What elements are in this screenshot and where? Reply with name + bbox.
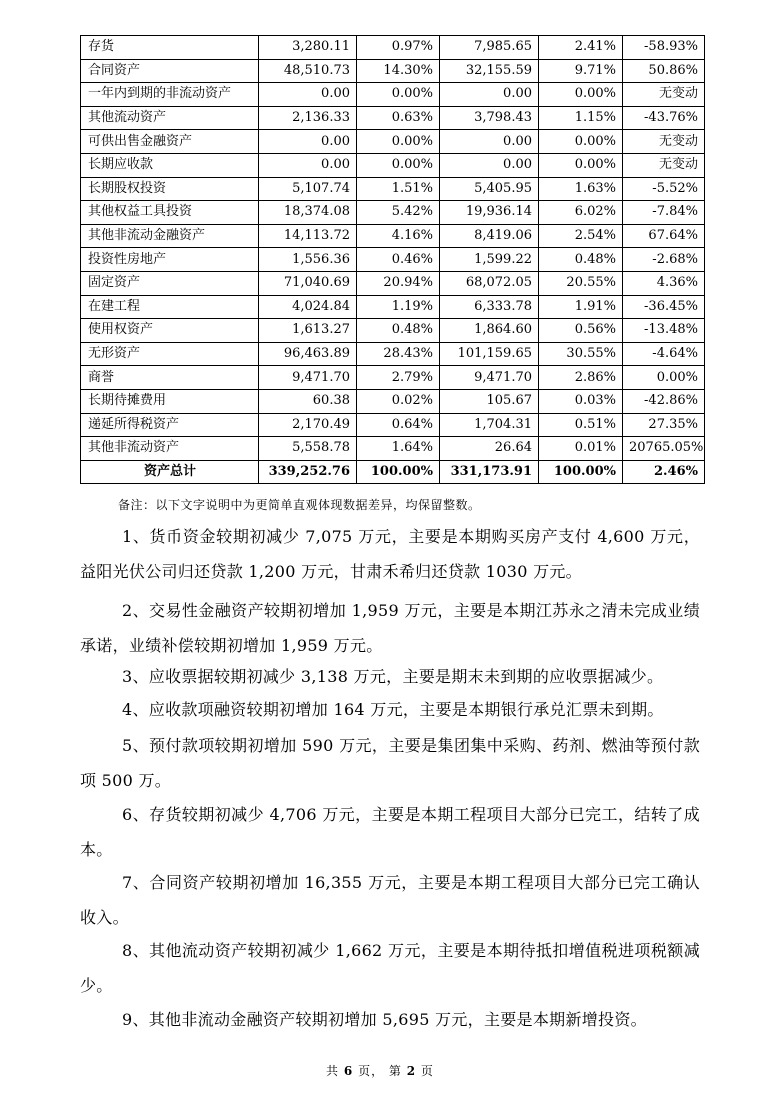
footer-total-pages: 6 xyxy=(343,1064,354,1078)
table-row xyxy=(81,83,705,107)
current-amount-cell: 14,113.72 xyxy=(259,224,357,248)
row-label-cell: 长期应收款 xyxy=(81,153,259,177)
current-amount-cell: 0.00 xyxy=(259,153,357,177)
table-row xyxy=(81,248,705,272)
prior-amount-cell: 9,471.70 xyxy=(440,366,539,390)
change-rate-cell: -58.93% xyxy=(623,36,705,60)
prior-amount-cell: 7,985.65 xyxy=(440,36,539,60)
row-label-cell: 一年内到期的非流动资产 xyxy=(81,83,259,107)
change-rate-cell: 27.35% xyxy=(623,413,705,437)
prior-ratio-cell: 20.55% xyxy=(539,271,623,295)
row-label-cell: 长期股权投资 xyxy=(81,177,259,201)
row-label-cell: 其他流动资产 xyxy=(81,106,259,130)
prior-amount-cell: 105.67 xyxy=(440,389,539,413)
row-label-cell: 其他非流动资产 xyxy=(81,437,259,461)
row-label-cell: 资产总计 xyxy=(81,460,259,484)
prior-ratio-cell: 1.63% xyxy=(539,177,623,201)
table-row xyxy=(81,295,705,319)
prior-amount-cell: 5,405.95 xyxy=(440,177,539,201)
table-row xyxy=(81,59,705,83)
row-label-cell: 其他非流动金融资产 xyxy=(81,224,259,248)
paragraph-3: 3、应收票据较期初减少 3,138 万元，主要是期末未到期的应收票据减少。 xyxy=(122,667,664,686)
prior-ratio-cell: 2.86% xyxy=(539,366,623,390)
total-row xyxy=(81,460,705,484)
row-label-cell: 使用权资产 xyxy=(81,319,259,343)
current-amount-cell: 0.00 xyxy=(259,130,357,154)
prior-ratio-cell: 0.00% xyxy=(539,153,623,177)
current-ratio-cell: 2.79% xyxy=(357,366,440,390)
row-label-cell: 投资性房地产 xyxy=(81,248,259,272)
current-ratio-cell: 0.02% xyxy=(357,389,440,413)
prior-amount-cell: 32,155.59 xyxy=(440,59,539,83)
prior-amount-cell: 0.00 xyxy=(440,130,539,154)
current-amount-cell: 3,280.11 xyxy=(259,36,357,60)
current-ratio-cell: 0.00% xyxy=(357,130,440,154)
prior-ratio-cell: 0.00% xyxy=(539,83,623,107)
current-ratio-cell: 0.63% xyxy=(357,106,440,130)
paragraph-5: 5、预付款项较期初增加 590 万元，主要是集团集中采购、药剂、燃油等预付款项 500 万。 xyxy=(80,736,700,790)
paragraph-8: 8、其他流动资产较期初减少 1,662 万元，主要是本期待抵扣增值税进项税额减少。 xyxy=(80,941,700,995)
table-row xyxy=(81,319,705,343)
current-amount-cell: 2,136.33 xyxy=(259,106,357,130)
paragraph-6: 6、存货较期初减少 4,706 万元，主要是本期工程项目大部分已完工，结转了成本。 xyxy=(80,805,700,859)
current-ratio-cell: 4.16% xyxy=(357,224,440,248)
prior-amount-cell: 1,704.31 xyxy=(440,413,539,437)
current-ratio-cell: 100.00% xyxy=(357,460,440,484)
current-ratio-cell: 0.00% xyxy=(357,153,440,177)
current-amount-cell: 1,556.36 xyxy=(259,248,357,272)
table-row xyxy=(81,201,705,225)
table-row xyxy=(81,153,705,177)
current-ratio-cell: 28.43% xyxy=(357,342,440,366)
table-row xyxy=(81,437,705,461)
prior-ratio-cell: 2.54% xyxy=(539,224,623,248)
prior-ratio-cell: 100.00% xyxy=(539,460,623,484)
current-amount-cell: 71,040.69 xyxy=(259,271,357,295)
table-row xyxy=(81,130,705,154)
current-amount-cell: 4,024.84 xyxy=(259,295,357,319)
current-amount-cell: 5,107.74 xyxy=(259,177,357,201)
current-amount-cell: 2,170.49 xyxy=(259,413,357,437)
current-amount-cell: 9,471.70 xyxy=(259,366,357,390)
current-ratio-cell: 0.97% xyxy=(357,36,440,60)
prior-ratio-cell: 30.55% xyxy=(539,342,623,366)
prior-ratio-cell: 0.03% xyxy=(539,389,623,413)
prior-ratio-cell: 2.41% xyxy=(539,36,623,60)
change-rate-cell: -4.64% xyxy=(623,342,705,366)
prior-amount-cell: 3,798.43 xyxy=(440,106,539,130)
row-label-cell: 固定资产 xyxy=(81,271,259,295)
row-label-cell: 长期待摊费用 xyxy=(81,389,259,413)
table-note: 备注：以下文字说明中为更简单直观体现数据差异，均保留整数。 xyxy=(118,498,481,512)
footer-middle: 页， 第 xyxy=(358,1064,402,1078)
footer-suffix: 页 xyxy=(420,1064,434,1078)
prior-ratio-cell: 0.48% xyxy=(539,248,623,272)
current-ratio-cell: 1.51% xyxy=(357,177,440,201)
paragraph-9: 9、其他非流动金融资产较期初增加 5,695 万元，主要是本期新增投资。 xyxy=(122,1010,647,1029)
change-rate-cell: 2.46% xyxy=(623,460,705,484)
row-label-cell: 其他权益工具投资 xyxy=(81,201,259,225)
row-label-cell: 存货 xyxy=(81,36,259,60)
current-amount-cell: 18,374.08 xyxy=(259,201,357,225)
prior-amount-cell: 0.00 xyxy=(440,153,539,177)
row-label-cell: 合同资产 xyxy=(81,59,259,83)
page-footer xyxy=(0,1062,760,1079)
change-rate-cell: 0.00% xyxy=(623,366,705,390)
prior-amount-cell: 19,936.14 xyxy=(440,201,539,225)
table-row xyxy=(81,106,705,130)
change-rate-cell: -7.84% xyxy=(623,201,705,225)
prior-amount-cell: 68,072.05 xyxy=(440,271,539,295)
current-amount-cell: 5,558.78 xyxy=(259,437,357,461)
prior-amount-cell: 0.00 xyxy=(440,83,539,107)
paragraph-2: 2、交易性金融资产较期初增加 1,959 万元，主要是本期江苏永之清未完成业绩承诺，业绩补偿较期初增加 1,959 万元。 xyxy=(80,601,700,655)
change-rate-cell: 50.86% xyxy=(623,59,705,83)
prior-amount-cell: 26.64 xyxy=(440,437,539,461)
prior-ratio-cell: 6.02% xyxy=(539,201,623,225)
prior-amount-cell: 1,599.22 xyxy=(440,248,539,272)
table-row xyxy=(81,36,705,60)
current-amount-cell: 60.38 xyxy=(259,389,357,413)
table-row xyxy=(81,177,705,201)
change-rate-cell: -2.68% xyxy=(623,248,705,272)
prior-ratio-cell: 1.15% xyxy=(539,106,623,130)
current-ratio-cell: 0.00% xyxy=(357,83,440,107)
change-rate-cell: 无变动 xyxy=(623,130,705,154)
change-rate-cell: 67.64% xyxy=(623,224,705,248)
asset-table xyxy=(80,35,705,484)
footer-page-number: 2 xyxy=(406,1064,417,1078)
prior-ratio-cell: 9.71% xyxy=(539,59,623,83)
change-rate-cell: -36.45% xyxy=(623,295,705,319)
current-amount-cell: 0.00 xyxy=(259,83,357,107)
footer-prefix: 共 xyxy=(326,1064,340,1078)
paragraph-7: 7、合同资产较期初增加 16,355 万元，主要是本期工程项目大部分已完工确认收入。 xyxy=(80,873,700,927)
current-ratio-cell: 1.19% xyxy=(357,295,440,319)
change-rate-cell: 无变动 xyxy=(623,153,705,177)
prior-ratio-cell: 0.51% xyxy=(539,413,623,437)
paragraph-1: 1、货币资金较期初减少 7,075 万元，主要是本期购买房产支付 4,600 万元，益阳光伏公司归还贷款 1,200 万元，甘肃禾希归还贷款 1030 万元。 xyxy=(80,527,700,581)
asset-table-body xyxy=(81,36,705,484)
table-row xyxy=(81,271,705,295)
paragraph-4: 4、应收款项融资较期初增加 164 万元，主要是本期银行承兑汇票未到期。 xyxy=(122,700,664,719)
change-rate-cell: -43.76% xyxy=(623,106,705,130)
change-rate-cell: 4.36% xyxy=(623,271,705,295)
row-label-cell: 无形资产 xyxy=(81,342,259,366)
current-ratio-cell: 0.46% xyxy=(357,248,440,272)
table-row xyxy=(81,224,705,248)
prior-ratio-cell: 0.00% xyxy=(539,130,623,154)
current-ratio-cell: 1.64% xyxy=(357,437,440,461)
table-row xyxy=(81,413,705,437)
current-ratio-cell: 20.94% xyxy=(357,271,440,295)
current-amount-cell: 1,613.27 xyxy=(259,319,357,343)
prior-amount-cell: 1,864.60 xyxy=(440,319,539,343)
current-ratio-cell: 0.64% xyxy=(357,413,440,437)
prior-amount-cell: 331,173.91 xyxy=(440,460,539,484)
change-rate-cell: -42.86% xyxy=(623,389,705,413)
row-label-cell: 在建工程 xyxy=(81,295,259,319)
current-amount-cell: 96,463.89 xyxy=(259,342,357,366)
current-ratio-cell: 14.30% xyxy=(357,59,440,83)
table-row xyxy=(81,366,705,390)
change-rate-cell: 无变动 xyxy=(623,83,705,107)
row-label-cell: 递延所得税资产 xyxy=(81,413,259,437)
prior-amount-cell: 101,159.65 xyxy=(440,342,539,366)
prior-ratio-cell: 0.01% xyxy=(539,437,623,461)
prior-amount-cell: 6,333.78 xyxy=(440,295,539,319)
change-rate-cell: -5.52% xyxy=(623,177,705,201)
change-rate-cell: 20765.05% xyxy=(623,437,705,461)
current-ratio-cell: 0.48% xyxy=(357,319,440,343)
table-row xyxy=(81,342,705,366)
table-row xyxy=(81,389,705,413)
row-label-cell: 商誉 xyxy=(81,366,259,390)
prior-ratio-cell: 0.56% xyxy=(539,319,623,343)
change-rate-cell: -13.48% xyxy=(623,319,705,343)
current-amount-cell: 339,252.76 xyxy=(259,460,357,484)
current-ratio-cell: 5.42% xyxy=(357,201,440,225)
row-label-cell: 可供出售金融资产 xyxy=(81,130,259,154)
prior-amount-cell: 8,419.06 xyxy=(440,224,539,248)
current-amount-cell: 48,510.73 xyxy=(259,59,357,83)
prior-ratio-cell: 1.91% xyxy=(539,295,623,319)
